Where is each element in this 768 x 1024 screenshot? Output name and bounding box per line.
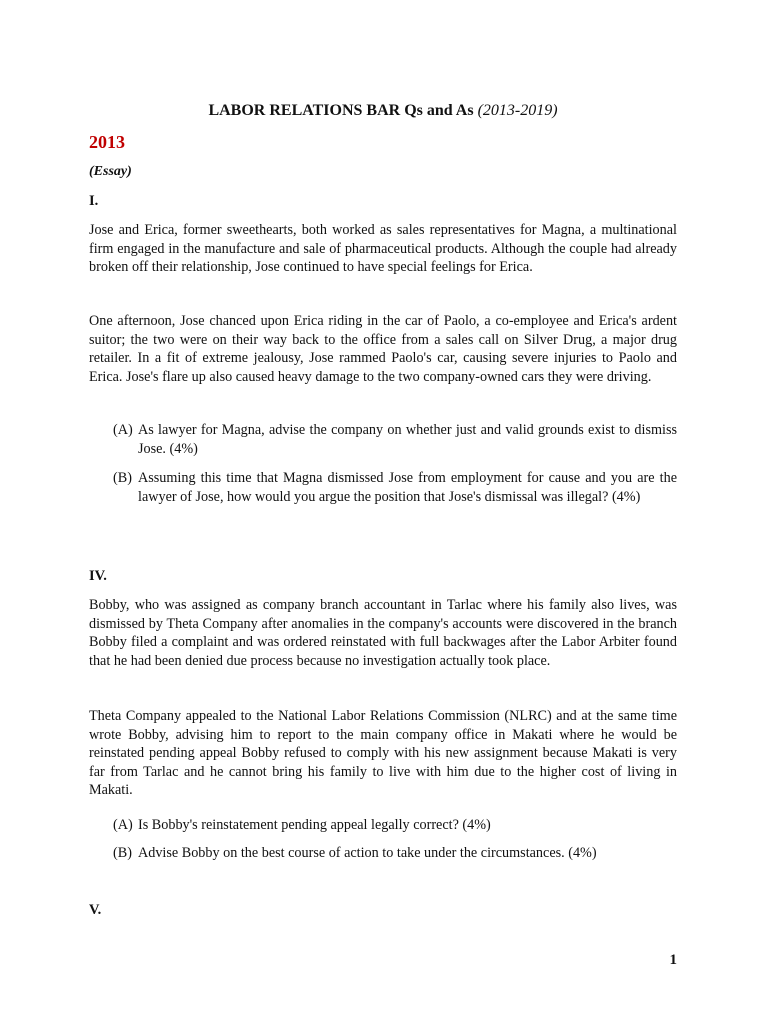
subquestion-text: Advise Bobby on the best course of action to take under the circumstances. (4%) <box>138 845 597 861</box>
subquestion-text: Assuming this time that Magna dismissed Jose from employment for cause and you are the lawyer of Jose, how would you argue the position that Jose's dismissal was illegal? (4%) <box>138 470 677 505</box>
question-iv-subquestion-b <box>113 844 677 863</box>
section-type-label: (Essay) <box>89 164 132 179</box>
question-numeral-v: V. <box>89 902 102 918</box>
title-main: LABOR RELATIONS BAR Qs and As <box>208 102 474 119</box>
document-title <box>89 102 677 120</box>
subquestion-label: (A) <box>113 422 133 438</box>
title-year-range: (2013-2019) <box>477 102 558 119</box>
question-iv-subquestion-a <box>113 816 677 835</box>
subquestion-text: As lawyer for Magna, advise the company on whether just and valid grounds exist to dismiss Jose. (4%) <box>138 422 677 457</box>
question-iv-paragraph-1: Bobby, who was assigned as company branch accountant in Tarlac where his family also lives, was dismissed by Theta Company after anomalies in the company's accounts were discovered in the branch Bobby filed a complaint and was ordered reinstated with full backwages after the Labor Arbiter found that he had been denied due process because no investigation actually took place. <box>89 597 677 669</box>
subquestion-text: Is Bobby's reinstatement pending appeal legally correct? (4%) <box>138 817 491 833</box>
year-heading: 2013 <box>89 132 125 152</box>
page-number: 1 <box>669 952 677 968</box>
question-i-paragraph-2: One afternoon, Jose chanced upon Erica riding in the car of Paolo, a co-employee and Erica's ardent suitor; the two were on their way back to the office from a sales call on Silver Drug, a major drug retailer. In a fit of extreme jealousy, Jose rammed Paolo's car, causing severe injuries to Paolo and Erica. Jose's flare up also caused heavy damage to the two company-owned cars they were driving. <box>89 313 677 385</box>
question-i-subquestion-b <box>113 469 677 506</box>
question-numeral-i: I. <box>89 193 99 209</box>
subquestion-label: (A) <box>113 817 133 833</box>
question-i-paragraph-1: Jose and Erica, former sweethearts, both worked as sales representatives for Magna, a multinational firm engaged in the manufacture and sale of pharmaceutical products. Although the couple had already broken off their relationship, Jose continued to have special feelings for Erica. <box>89 222 677 275</box>
question-iv-paragraph-2: Theta Company appealed to the National Labor Relations Commission (NLRC) and at the same time wrote Bobby, advising him to report to the main company office in Makati where he would be reinstated pending appeal Bobby refused to comply with his new assignment because Makati is very far from Tarlac and he cannot bring his family to live with him due to the higher cost of living in Makati. <box>89 708 677 798</box>
question-i-subquestion-a <box>113 421 677 458</box>
question-numeral-iv: IV. <box>89 568 107 584</box>
subquestion-label: (B) <box>113 845 132 861</box>
subquestion-label: (B) <box>113 470 132 486</box>
